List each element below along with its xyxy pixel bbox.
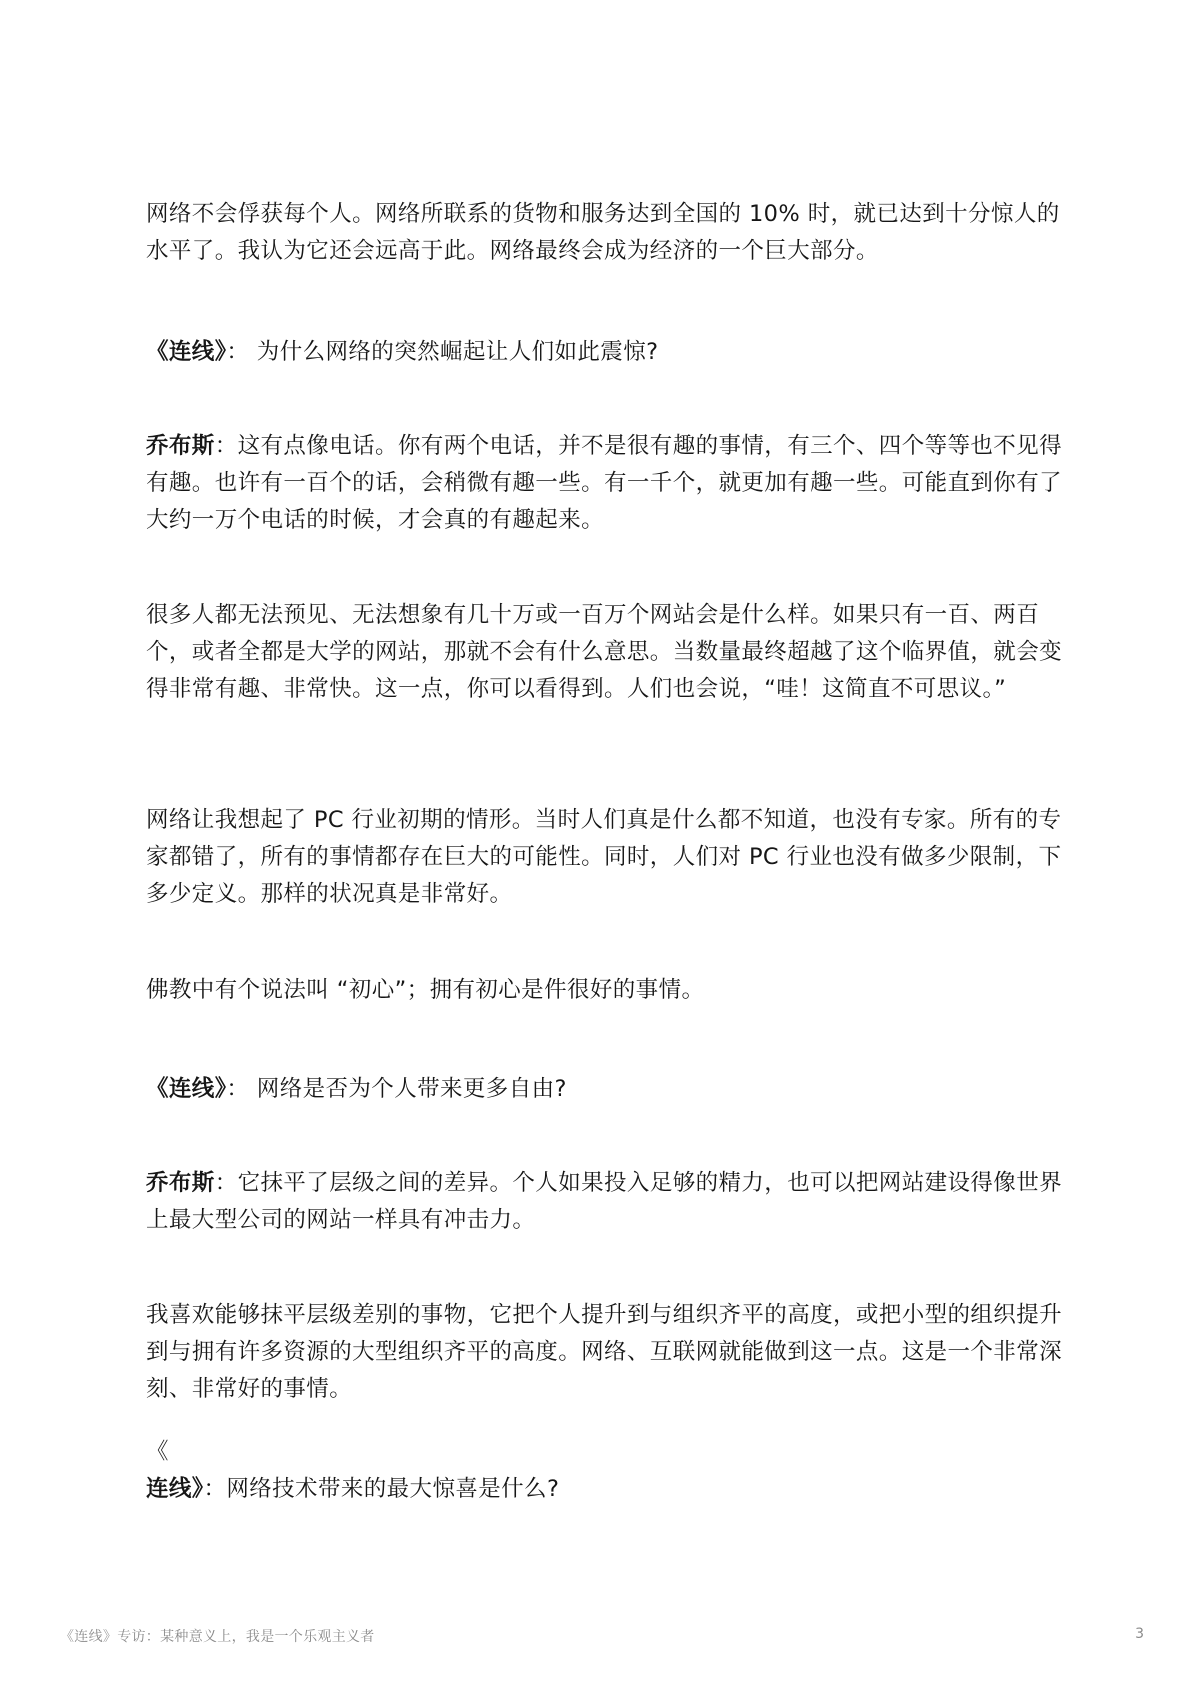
page-number: 3 [1135,1626,1144,1642]
paragraph-leveling-organizations: 我喜欢能够抹平层级差别的事物，它把个人提升到与组织齐平的高度，或把小型的组织提升到与拥有许多资源的大型组织齐平的高度。网络、互联网就能做到这一点。这是一个非常深刻、非常好的事情。 [146,1302,1063,1402]
answer-telephone-analogy [146,428,1066,539]
speaker-jobs: 乔布斯 [146,433,215,459]
speaker-jobs: 乔布斯 [146,1170,215,1196]
footer-document-title: 《连线》专访：某种意义上，我是一个乐观主义者 [60,1629,375,1645]
question-text: ： 网络是否为个人带来更多自由? [226,1076,567,1102]
paragraph-pc-industry: 网络让我想起了 PC 行业初期的情形。当时人们真是什么都不知道，也没有专家。所有的专家都错了，所有的事情都存在巨大的可能性。同时，人们对 PC 行业也没有做多少限制，下多少定义。那样的状况真是非常好。 [146,807,1062,907]
question-individual-freedom [146,1071,1066,1108]
paragraph-beginners-mind: 佛教中有个说法叫 “初心”；拥有初心是件很好的事情。 [146,977,705,1003]
title-bracket: 《 [146,1439,169,1465]
question-biggest-surprise [146,1434,1066,1508]
paragraph-critical-mass: 很多人都无法预见、无法想象有几十万或一百万个网站会是什么样。如果只有一百、两百个，或者全都是大学的网站，那就不会有什么意思。当数量最终超越了这个临界值，就会变得非常有趣、非常快。这一点，你可以看得到。人们也会说，“哇！这简直不可思议。” [146,602,1063,702]
speaker-wired: 《连线》 [146,339,227,365]
answer-text: ：这有点像电话。你有两个电话，并不是很有趣的事情，有三个、四个等等也不见得有趣。也许有一百个的话，会稍微有趣一些。有一千个，就更加有趣一些。可能直到你有了大约一万个电话的时候，才会真的有趣起来。 [146,433,1063,533]
question-text: ： 为什么网络的突然崛起让人们如此震惊? [226,339,659,365]
paragraph-network-reach: 网络不会俘获每个人。网络所联系的货物和服务达到全国的 10% 时，就已达到十分惊人的水平了。我认为它还会远高于此。网络最终会成为经济的一个巨大部分。 [146,201,1060,264]
answer-text: ：它抹平了层级之间的差异。个人如果投入足够的精力，也可以把网站建设得像世界上最大型公司的网站一样具有冲击力。 [146,1170,1063,1233]
question-sudden-rise [146,334,1066,371]
answer-leveling-hierarchy [146,1165,1066,1239]
speaker-wired: 连线》 [146,1476,204,1502]
question-text: ：网络技术带来的最大惊喜是什么? [203,1476,560,1502]
speaker-wired: 《连线》 [146,1076,227,1102]
